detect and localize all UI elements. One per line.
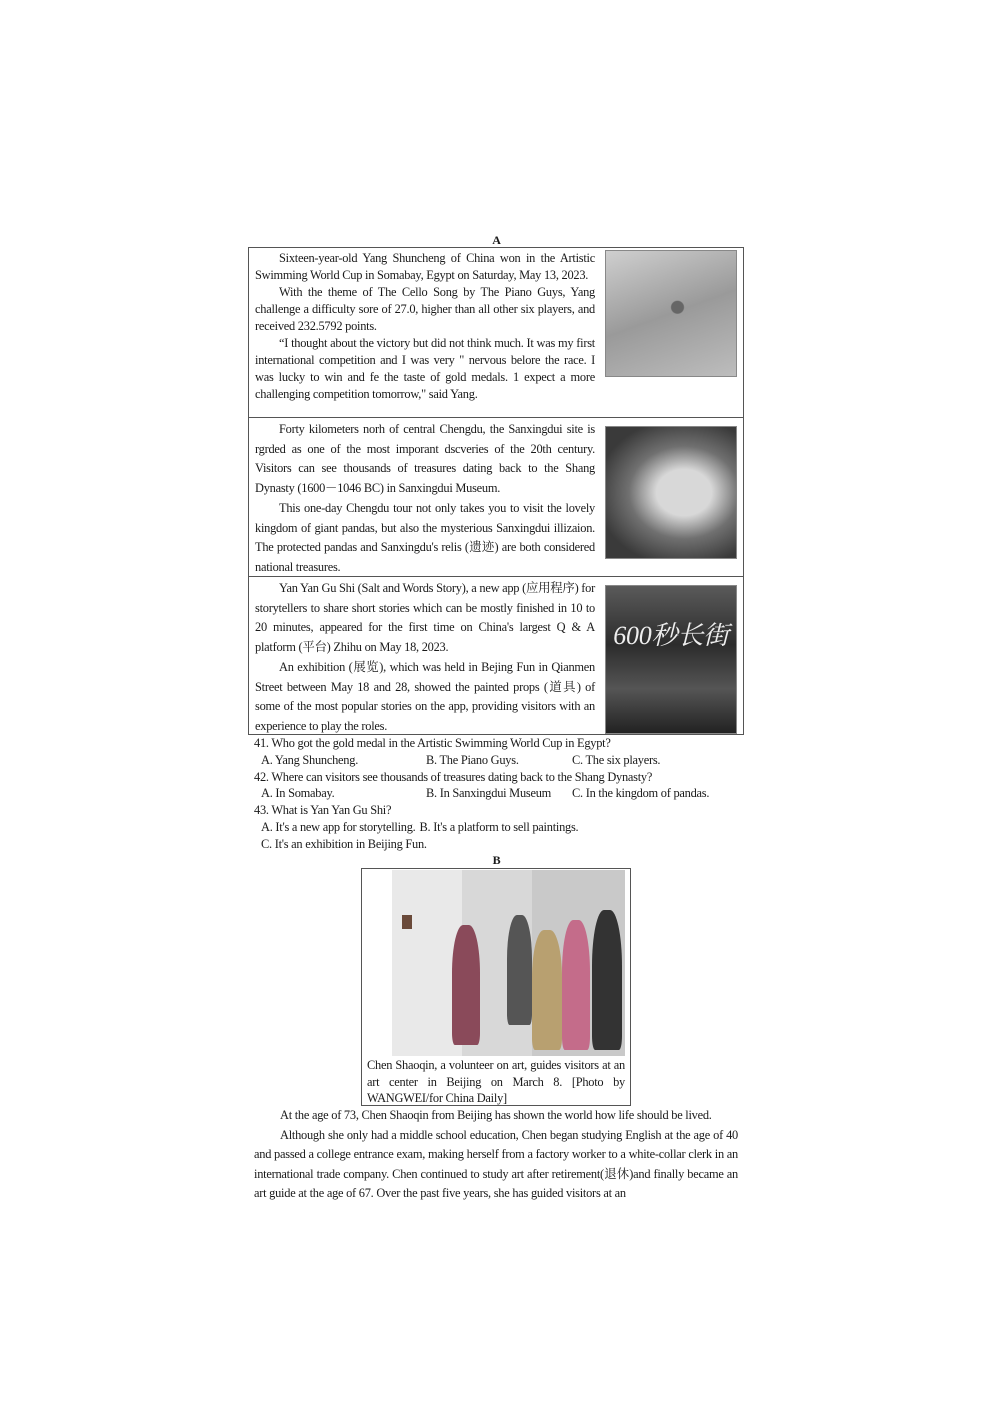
paragraph: Yan Yan Gu Shi (Salt and Words Story), a new app (应用程序) for storytellers to share short stories which can be mostly finished in 10 to 20 minutes, appeared for the first time on China's largest Q & A platform (平台) Zhihu on May 18, 2023. — [255, 581, 595, 655]
bronze-mask-photo — [605, 426, 737, 559]
passage-b-body — [254, 1106, 738, 1204]
option: B. The Piano Guys. — [426, 752, 519, 767]
passage-swimming — [249, 248, 743, 417]
passage-sanxingdui — [249, 417, 743, 576]
guide-figure — [452, 925, 480, 1045]
paragraph: At the age of 73, Chen Shaoqin from Beijing has shown the world how life should be lived. — [280, 1108, 712, 1122]
section-b-heading: B — [492, 853, 501, 867]
question: 43. What is Yan Yan Gu Shi? — [254, 803, 392, 818]
photo-figure — [361, 868, 631, 1106]
paragraph: Although she only had a middle school education, Chen began studying English at the age of 40 and passed a college entrance exam, making herself from a factory worker to a white-collar clerk in an international trade company. Chen continued to study art after retirement(退休)and finally became an art guide at the age of 67. Over the past five years, she has guided visitors at an — [254, 1127, 738, 1200]
paragraph: This one-day Chengdu tour not only takes you to visit the lovely kingdom of giant pandas, but also the mysterious Sanxingdui illizaion. The protected pandas and Sanxingdu's relis (遗迹) are both considered national treasures. — [255, 500, 595, 574]
option: C. It's an exhibition in Beijing Fun. — [261, 836, 427, 851]
question: 41. Who got the gold medal in the Artistic Swimming World Cup in Egypt? — [254, 736, 611, 750]
paragraph: “I thought about the victory but did not think much. It was my first international competition and I was very " nervous belore the race. I was lucky to win and fe the taste of gold medals. 1 expect a more challenging competition tomorrow," said Yang. — [255, 336, 595, 401]
photo-caption: Chen Shaoqin, a volunteer on art, guides visitors at an art center in Beijing on March 8. [Photo by WANGWEI/for China Daily] — [367, 1058, 625, 1106]
option: B. It's a platform to sell paintings. — [419, 819, 579, 834]
paragraph: With the theme of The Cello Song by The Piano Guys, Yang challenge a difficulty sore of 27.0, higher than all other six players, and received 232.5792 points. — [255, 285, 595, 333]
section-a-heading: A — [492, 233, 501, 247]
paragraph: Forty kilometers norh of central Chengdu, the Sanxingdui site is rgrded as one of the most imporant dscveries of the 20th century. Visitors can see thousands of treasures dating back to the Shang Dynasty (1600－1046 BC) in Sanxingdui Museum. — [255, 422, 595, 496]
question: 42. Where can visitors see thousands of treasures dating back to the Shang Dynasty? — [254, 769, 653, 784]
art-center-photo — [392, 870, 625, 1056]
option: A. In Somabay. — [261, 786, 335, 801]
exhibition-poster — [605, 585, 737, 734]
questions — [254, 735, 744, 853]
option: C. In the kingdom of pandas. — [572, 786, 710, 801]
passage-table — [248, 247, 744, 735]
paragraph: An exhibition (展览), which was held in Bejing Fun in Qianmen Street between May 18 and 28, showed the painted props (道具) of some of the most popular stories on the app, providing visitors with an experience to play the roles. — [255, 659, 595, 733]
option: B. In Sanxingdui Museum — [426, 786, 552, 801]
swimmer-photo — [605, 250, 737, 377]
option: A. It's a new app for storytelling. — [261, 819, 416, 834]
option: C. The six players. — [572, 752, 661, 767]
passage-app — [249, 576, 743, 734]
poster-text: 600秒长街 — [613, 621, 729, 650]
paragraph: Sixteen-year-old Yang Shuncheng of China won in the Artistic Swimming World Cup in Somabay, Egypt on Saturday, May 13, 2023. — [255, 251, 595, 282]
option: A. Yang Shuncheng. — [261, 752, 359, 767]
